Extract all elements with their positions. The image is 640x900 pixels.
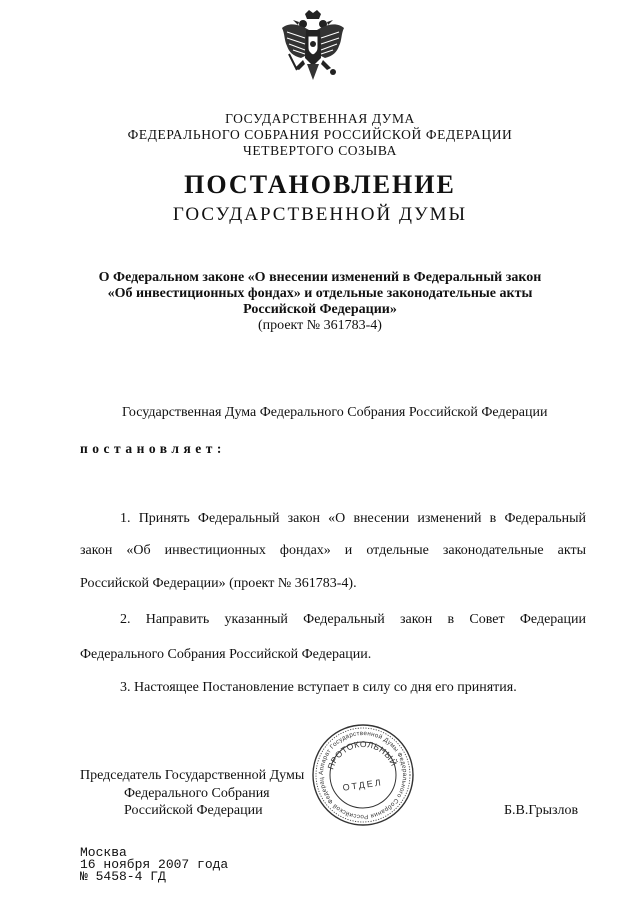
subject-line: О Федеральном законе «О внесении изменений в Федеральный закон [98,270,542,285]
signatory-title-line: Председатель Государственной Думы [80,768,305,783]
resolution-item-2-line: 2. Направить указанный Федеральный закон в Совет Федерации [120,612,586,627]
subject-line: «Об инвестиционных фондах» и отдельные законодательные акты [107,286,533,301]
document-type-title: ПОСТАНОВЛЕНИЕ [184,170,456,199]
issue-date: 16 ноября 2007 года [80,857,229,872]
issuing-body-name: ГОСУДАРСТВЕННАЯ ДУМА [225,111,415,126]
assembly-name: ФЕДЕРАЛЬНОГО СОБРАНИЯ РОССИЙСКОЙ ФЕДЕРАЦИИ [127,127,513,142]
project-number: (проект № 361783-4) [258,318,382,333]
stamp-ring-text: Аппарат Государственной Думы Федерального Собрания Российской Федерац [317,729,409,821]
round-protocol-department-stamp-icon [310,722,416,828]
stamp-center-bottom: ОТДЕЛ [341,777,384,793]
convocation: ЧЕТВЕРТОГО СОЗЫВА [243,143,397,158]
resolution-item-1-line: 1. Принять Федеральный закон «О внесении изменений в Федеральный [120,511,586,526]
signatory-title-line: Федерального Собрания [124,786,270,801]
svg-text:Аппарат Государственной Думы Ф [310,722,408,820]
resolution-item-1-line: закон «Об инвестиционных фондах» и отдельные законодательные акты [80,543,586,558]
registration-number: № 5458-4 ГД [80,869,166,884]
resolution-item-3-line: 3. Настоящее Постановление вступает в силу со дня его принятия. [120,680,517,695]
subject-line: Российской Федерации» [243,302,397,317]
decision-verb: постановляет: [80,441,226,456]
preamble: Государственная Дума Федерального Собрания Российской Федерации [122,405,548,420]
signatory-title-line: Российской Федерации [124,803,263,818]
stamp-center-top: ПРОТОКОЛЬНЫЙ [325,738,400,771]
issue-city: Москва [80,845,127,860]
resolution-item-1-line: Российской Федерации» (проект № 361783-4). [80,576,357,591]
document-subtitle: ГОСУДАРСТВЕННОЙ ДУМЫ [172,204,468,225]
signatory-name: Б.В.Грызлов [504,803,579,818]
double-headed-eagle-emblem-icon [279,8,347,88]
resolution-item-2-line: Федерального Собрания Российской Федерации. [80,647,372,662]
